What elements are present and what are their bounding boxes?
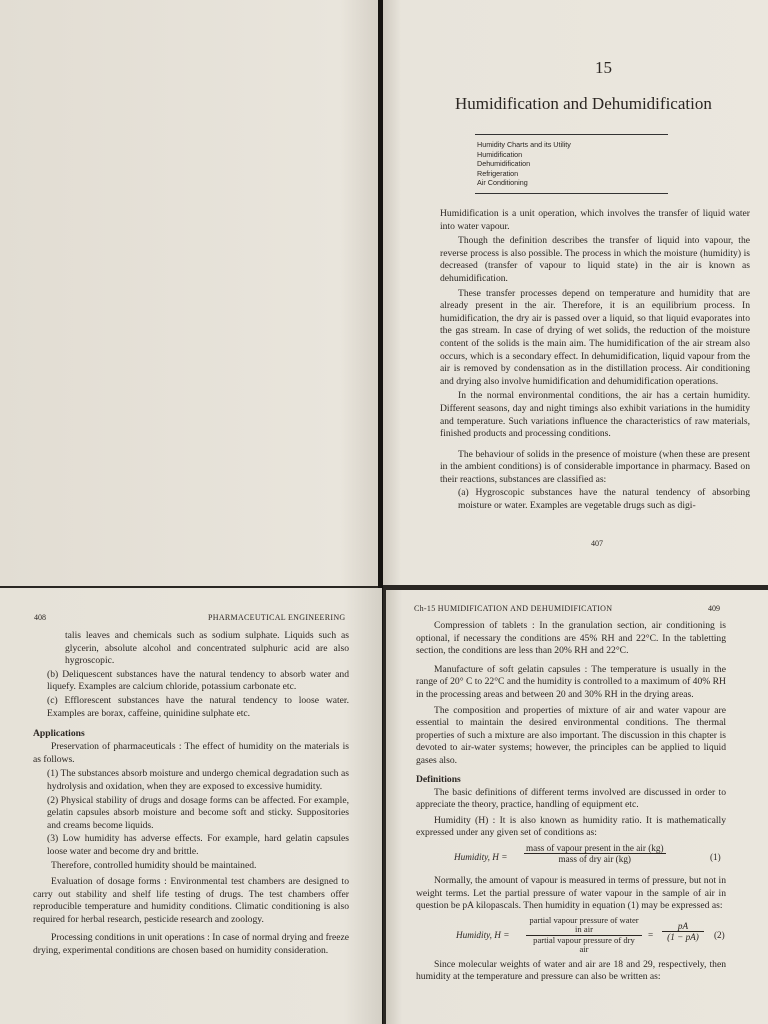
- paragraph: Normally, the amount of vapour is measured in terms of pressure, but not in weight terms. Let the partial pressure of water vapour in the sample of air in question be pA kilopascals. Then humidity in equation (1) may be expressed as:: [416, 874, 726, 912]
- paragraph: Humidity (H) : It is also known as humidity ratio. It is mathematically expressed under any given set of conditions as:: [416, 814, 726, 839]
- page-number: 409: [708, 604, 720, 613]
- body-text: [33, 630, 349, 958]
- numerator: pA: [662, 921, 704, 932]
- toc-item: Humidity Charts and its Utility: [477, 140, 571, 149]
- equation-tag: (1): [710, 851, 721, 862]
- body-text: [440, 208, 750, 513]
- denominator: (1 − pA): [667, 931, 699, 942]
- blank-left-page: [0, 0, 378, 586]
- toc-item: Air Conditioning: [477, 178, 528, 188]
- paragraph: In the normal environmental conditions, the air has a certain humidity. Different seasons, day and night timings also exhibit variations in the humidity and temperature. Such variations influence the characteristics of raw materials, finished products and processing conditions.: [440, 390, 750, 440]
- paragraph: Preservation of pharmaceuticals : The effect of humidity on the materials is as follows.: [33, 741, 349, 765]
- paragraph: Evaluation of dosage forms : Environmental test chambers are designed to carry out stability and shelf life testing of drugs. The test chambers offer reproducible temperature and humidity conditions. Climatic conditioning is also required for herbal research, pesticide research and zoology.: [33, 876, 349, 925]
- equation-2: [416, 916, 726, 956]
- paragraph: The behaviour of solids in the presence of moisture (when these are present in the ambient conditions) is of considerable importance in pharmacy. Based on their reactions, substances are classified as:: [440, 448, 750, 485]
- paragraph: talis leaves and chemicals such as sodium sulphate. Liquids such as glycerin, absolute alcohol and concentrated sulphuric acid are also hygroscopic.: [65, 630, 349, 667]
- page-408: [0, 588, 382, 1024]
- list-item: (2) Physical stability of drugs and dosage forms can be affected. For example, gelatin capsules absorb moisture and become soft and sticky. Suppositories and creams become liquids.: [47, 794, 349, 831]
- paragraph: These transfer processes depend on temperature and humidity that are already present in the air. Therefore, it is an equilibrium process. In humidification, the dry air is passed over a liquid, so that liquid evaporates into the gas stream. In case of drying of wet solids, the reduction of the moisture content of the solids is the main aim. The humidification of the air stream also occurs, which is a secondary effect. In dehumidification, liquid vapour from the air is removed by condensation as in the distillation process. Air conditioning and drying also involve humidification and dehumidification operations.: [440, 287, 750, 387]
- paragraph: Compression of tablets : In the granulation section, air conditioning is optional, if necessary the conditions are 45% RH and 22°C. In the tabletting section, the conditions are less than 20% RH and 22°C.: [416, 620, 726, 657]
- list-item: (a) Hygroscopic substances have the natural tendency of absorbing moisture or water. Examples are vegetable drugs such as digi-: [458, 487, 750, 512]
- body-text: [416, 620, 726, 984]
- running-head: PHARMACEUTICAL ENGINEERING: [208, 613, 346, 622]
- paragraph: Since molecular weights of water and air are 18 and 29, respectively, then humidity at the temperature and pressure can also be written as:: [416, 958, 726, 983]
- paragraph: Manufacture of soft gelatin capsules : The temperature is usually in the range of 20° C to 22°C and the humidity is controlled to a maximum of 40% RH in the processing areas and between 20 and 30% RH in the drying areas.: [416, 663, 726, 700]
- chapter-title: Humidification and Dehumidification: [455, 94, 712, 113]
- paragraph: The composition and properties of mixture of air and water vapour are essential to maintain the desired environmental conditions. The thermal properties of such a mixture are also important. The discussion in this chapter is devoted to air-water systems; however, the principles can be applied to liquid gases also.: [416, 704, 726, 766]
- numerator: partial vapour pressure of water in air: [526, 916, 642, 936]
- list-item: (3) Low humidity has adverse effects. For example, hard gelatin capsules loose water and become dry and brittle.: [47, 833, 349, 857]
- running-head: Ch-15 HUMIDIFICATION AND DEHUMIDIFICATION: [414, 604, 613, 613]
- paragraph: Therefore, controlled humidity should be maintained.: [51, 859, 257, 871]
- page-409: [386, 590, 768, 1024]
- equation-lhs: Humidity, H =: [454, 851, 508, 862]
- equation-lhs: Humidity, H =: [456, 929, 510, 940]
- equation-fraction: [524, 843, 666, 864]
- equation-fraction: [526, 916, 642, 955]
- list-item: (c) Efflorescent substances have the natural tendency to loose water. Examples are borax, caffeine, quinidine sulphate etc.: [47, 694, 349, 719]
- paragraph: Though the definition describes the transfer of liquid into vapour, the reverse process is also possible. The process in which the moisture (humidity) is decreased (transfer of vapour to liquid state) in the air is known as dehumidification.: [440, 235, 750, 284]
- paragraph: Processing conditions in unit operations : In case of normal drying and freeze drying, experimental conditions are chosen based on humidity consideration.: [33, 932, 349, 957]
- denominator: partial vapour pressure of dry air: [533, 934, 635, 955]
- toc-item: Dehumidification: [477, 159, 531, 169]
- equals-sign: =: [648, 929, 654, 940]
- chapter-number: 15: [595, 58, 612, 77]
- equation-tag: (2): [714, 929, 725, 940]
- paragraph: Humidification is a unit operation, which involves the transfer of liquid water into water vapour.: [440, 208, 750, 232]
- paragraph: The basic definitions of different terms involved are discussed in order to appreciate the theory, practice, handling of equipment etc.: [416, 786, 726, 811]
- toc-item: Humidification: [477, 149, 523, 159]
- list-item: (b) Deliquescent substances have the natural tendency to absorb water and liquefy. Examples are calcium chloride, potassium carbonate etc.: [47, 668, 349, 693]
- chapter-contents: [475, 134, 668, 194]
- section-heading: Definitions: [416, 773, 461, 785]
- equation-1: [416, 843, 726, 873]
- list-item: (1) The substances absorb moisture and undergo chemical degradation such as hydrolysis and oxidation, when they are exposed to excessive humidity.: [47, 768, 349, 792]
- equation-fraction: [662, 921, 704, 942]
- section-heading: Applications: [33, 728, 85, 740]
- page-407: [383, 0, 768, 585]
- toc-item: Refrigeration: [477, 168, 519, 178]
- page-number: 408: [34, 613, 46, 622]
- denominator: mass of dry air (kg): [558, 853, 631, 864]
- numerator: mass of vapour present in the air (kg): [526, 842, 664, 853]
- page-number: 407: [591, 539, 603, 548]
